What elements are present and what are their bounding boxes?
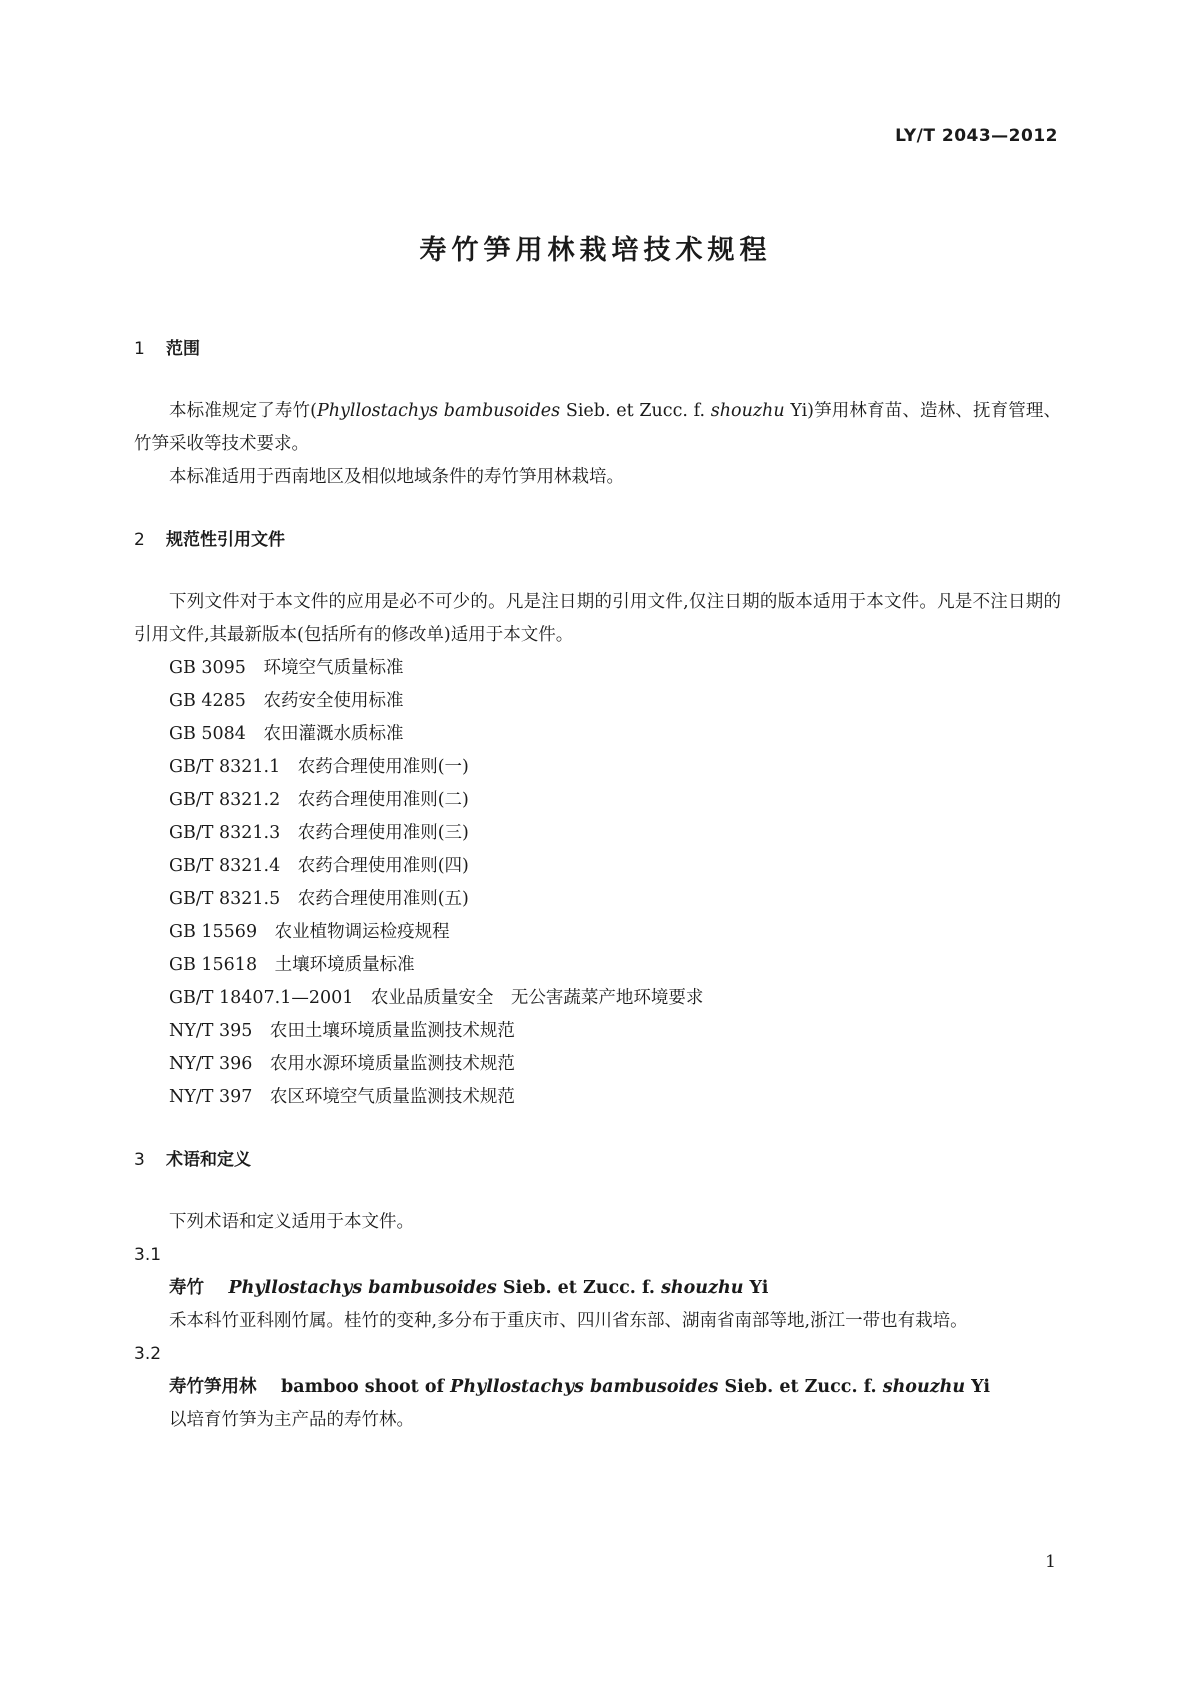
term-english [281, 1377, 990, 1397]
reference-item [134, 685, 1061, 718]
term-heading [134, 1272, 1061, 1305]
reference-code: GB 4285 [169, 691, 246, 711]
reference-code: GB/T 18407.1—2001 [169, 988, 354, 1008]
term-english [229, 1278, 769, 1298]
reference-code: GB 15618 [169, 955, 258, 975]
reference-code: GB/T 8321.2 [169, 790, 281, 810]
document-title: 寿竹笋用林栽培技术规程 [419, 235, 772, 266]
text-run: bamboo shoot of [281, 1377, 451, 1397]
reference-item [134, 982, 1061, 1015]
reference-title: 农田土壤环境质量监测技术规范 [269, 1021, 515, 1041]
text-run: Yi [965, 1377, 991, 1397]
reference-code: GB/T 8321.1 [169, 757, 281, 777]
section-title: 范围 [166, 339, 200, 359]
term-chinese: 寿竹 [169, 1278, 204, 1298]
reference-title: 环境空气质量标准 [263, 658, 404, 678]
section-title: 术语和定义 [166, 1150, 251, 1170]
reference-item [134, 949, 1061, 982]
reference-title: 农药合理使用准则(四) [297, 856, 469, 876]
terms-intro: 下列术语和定义适用于本文件。 [169, 1212, 414, 1232]
section-number: 2 [134, 530, 145, 550]
term-number: 3.2 [134, 1344, 162, 1364]
reference-title: 农用水源环境质量监测技术规范 [269, 1054, 515, 1074]
reference-title: 农业植物调运检疫规程 [274, 922, 450, 942]
reference-title: 农业品质量安全 无公害蔬菜产地环境要求 [370, 988, 704, 1008]
reference-title: 农药合理使用准则(五) [297, 889, 469, 909]
reference-item [134, 883, 1061, 916]
reference-title: 农区环境空气质量监测技术规范 [269, 1087, 515, 1107]
text-run: 本标准规定了寿竹( [169, 401, 317, 421]
reference-title: 农药合理使用准则(二) [297, 790, 469, 810]
reference-code: GB/T 8321.4 [169, 856, 281, 876]
reference-item [134, 1015, 1061, 1048]
reference-title: 土壤环境质量标准 [274, 955, 415, 975]
term-definition: 禾本科竹亚科刚竹属。桂竹的变种,多分布于重庆市、四川省东部、湖南省南部等地,浙江一带也有栽培。 [169, 1311, 968, 1331]
document-code: LY/T 2043—2012 [895, 126, 1058, 146]
section-1-heading [134, 333, 1061, 366]
scope-paragraph-1 [134, 395, 1061, 461]
reference-item [134, 1081, 1061, 1114]
reference-item [134, 784, 1061, 817]
reference-item [134, 817, 1061, 850]
references-intro: 下列文件对于本文件的应用是必不可少的。凡是注日期的引用文件,仅注日期的版本适用于本文件。凡是不注日期的引用文件,其最新版本(包括所有的修改单)适用于本文件。 [134, 592, 1061, 645]
reference-list [134, 652, 1061, 1114]
reference-code: NY/T 395 [169, 1021, 253, 1041]
section-number: 3 [134, 1150, 145, 1170]
text-run: Sieb. et Zucc. f. [718, 1377, 883, 1397]
document-body [134, 333, 1061, 1437]
section-title: 规范性引用文件 [166, 530, 285, 550]
reference-title: 农田灌溉水质标准 [263, 724, 404, 744]
latin-name: Phyllostachys bambusoides [228, 1278, 497, 1298]
latin-name: shouzhu [710, 401, 785, 421]
reference-item [134, 1048, 1061, 1081]
latin-name: shouzhu [882, 1377, 966, 1397]
reference-item [134, 718, 1061, 751]
reference-item [134, 652, 1061, 685]
reference-item [134, 850, 1061, 883]
reference-code: GB 3095 [169, 658, 246, 678]
reference-code: GB 15569 [169, 922, 258, 942]
text-run: Yi [743, 1278, 769, 1298]
reference-code: NY/T 397 [169, 1087, 253, 1107]
latin-name: shouzhu [661, 1278, 744, 1298]
reference-code: NY/T 396 [169, 1054, 253, 1074]
reference-code: GB 5084 [169, 724, 246, 744]
latin-name: Phyllostachys bambusoides [317, 401, 561, 421]
section-number: 1 [134, 339, 145, 359]
section-3-heading [134, 1144, 1061, 1177]
text-run: Sieb. et Zucc. f. [496, 1278, 662, 1298]
reference-title: 农药合理使用准则(一) [297, 757, 469, 777]
term-definition: 以培育竹笋为主产品的寿竹林。 [169, 1410, 414, 1430]
reference-title: 农药安全使用标准 [263, 691, 404, 711]
term-heading [134, 1371, 1061, 1404]
reference-item [134, 916, 1061, 949]
term-number: 3.1 [134, 1245, 162, 1265]
section-2-heading [134, 524, 1061, 557]
reference-code: GB/T 8321.5 [169, 889, 281, 909]
text-run: Sieb. et Zucc. f. [560, 401, 711, 421]
reference-title: 农药合理使用准则(三) [297, 823, 469, 843]
reference-code: GB/T 8321.3 [169, 823, 281, 843]
page-number: 1 [1045, 1552, 1056, 1572]
term-chinese: 寿竹笋用林 [169, 1377, 257, 1397]
latin-name: Phyllostachys bambusoides [450, 1377, 719, 1397]
text-run: Yi)笋用林育苗、造林、抚育管理、竹笋采收等技术要求。 [134, 401, 1062, 454]
reference-item [134, 751, 1061, 784]
scope-paragraph-2: 本标准适用于西南地区及相似地域条件的寿竹笋用林栽培。 [169, 467, 624, 487]
